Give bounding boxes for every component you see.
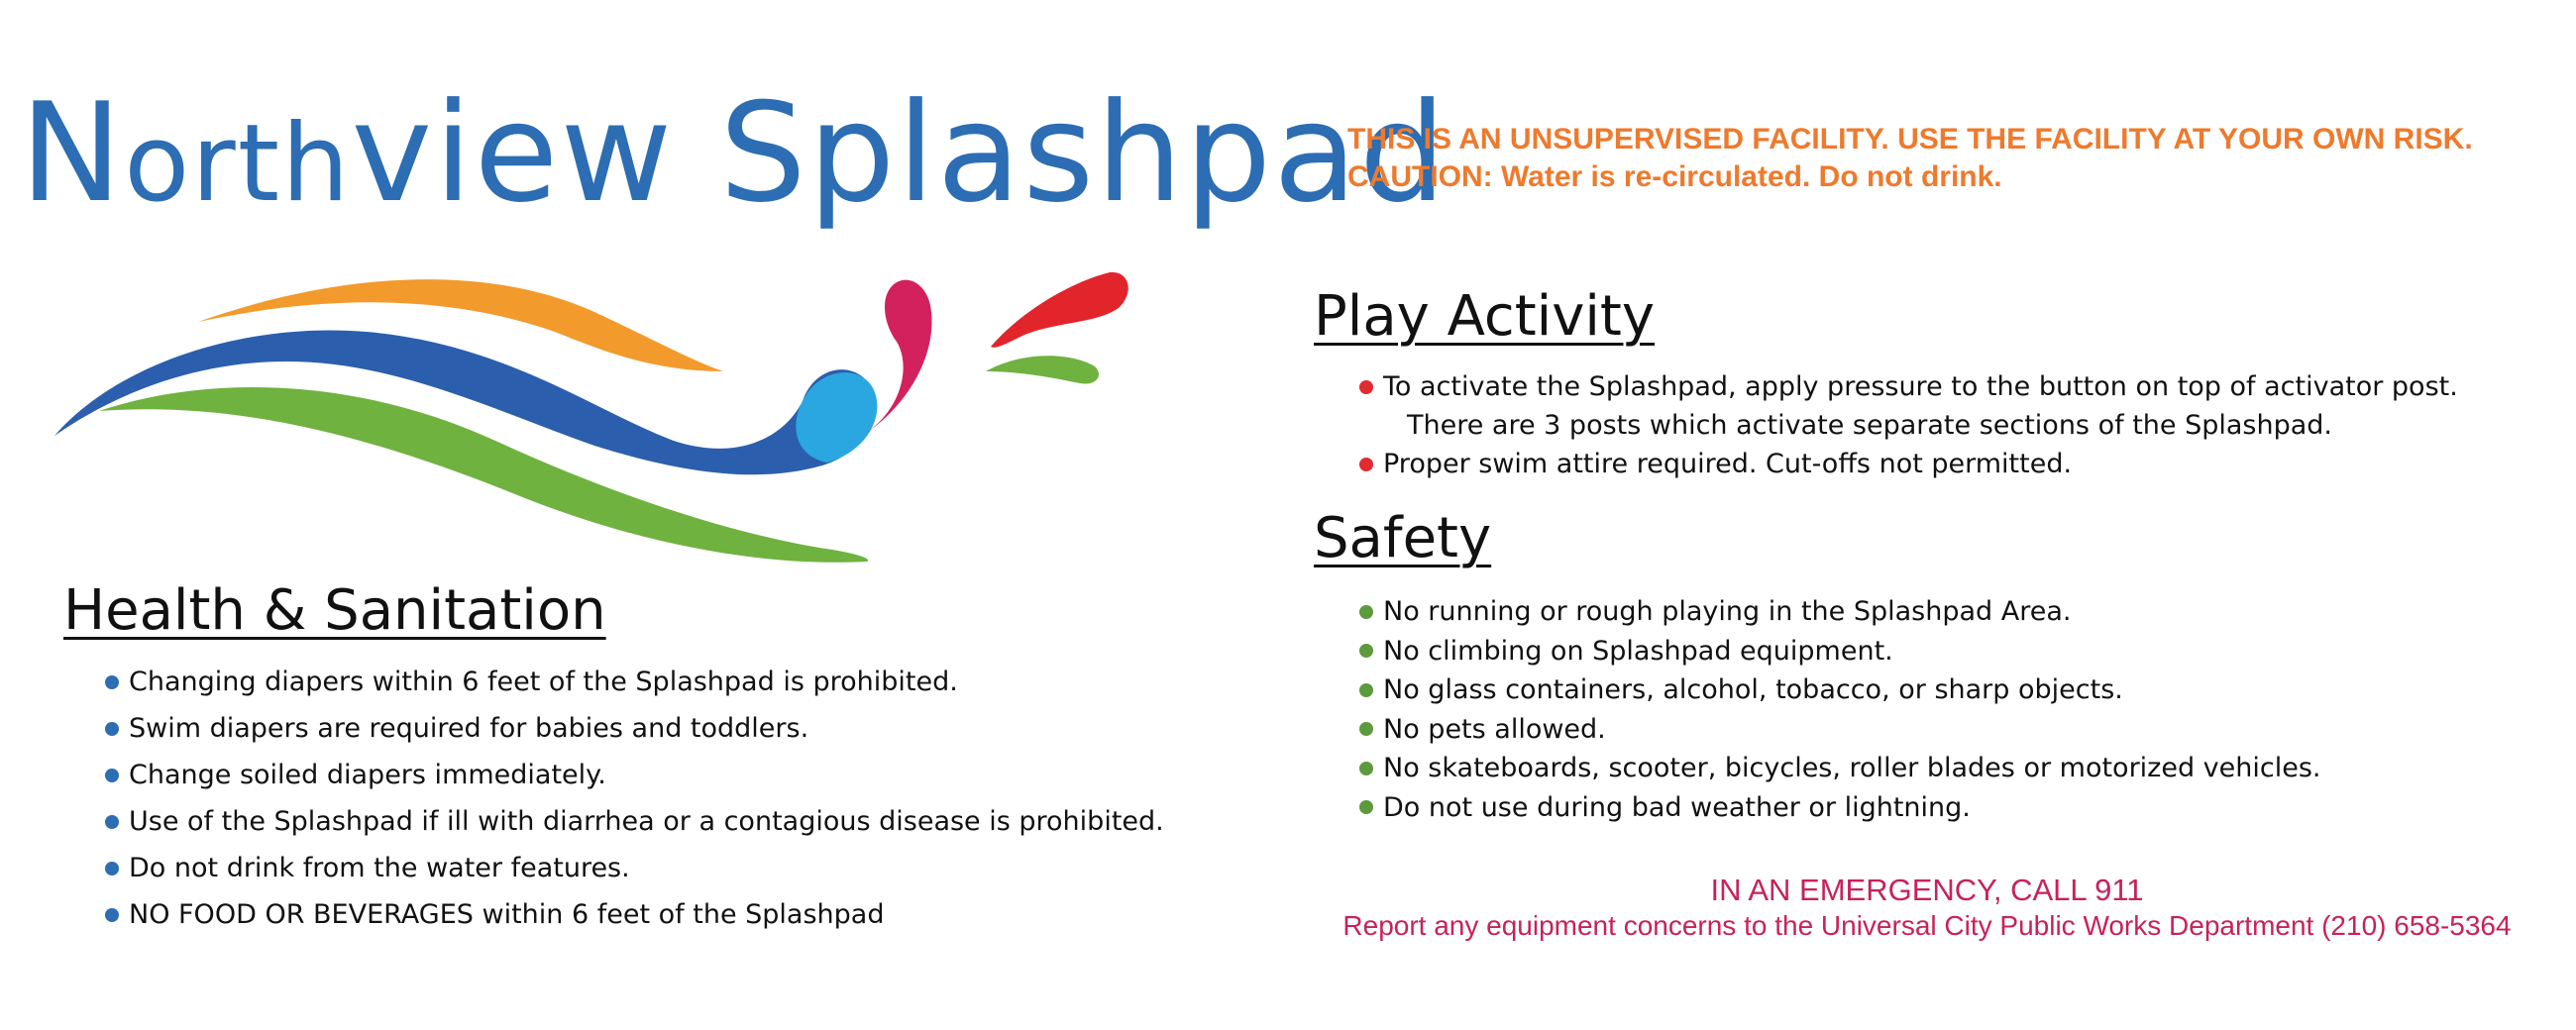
- list-item: [105, 891, 1164, 938]
- list-item-text: No pets allowed.: [1383, 713, 1606, 745]
- list-item: [105, 845, 1164, 891]
- list-item: [1359, 788, 2321, 828]
- bullet-icon: [105, 675, 119, 689]
- list-item: [1359, 632, 2321, 671]
- list-item-text: No skateboards, scooter, bicycles, roller blades or motorized vehicles.: [1383, 753, 2321, 783]
- list-item: [1359, 749, 2321, 788]
- list-item: [105, 752, 1164, 798]
- list-item: [1359, 710, 2321, 750]
- bullet-icon: [1359, 683, 1373, 697]
- play-activity-title: Play Activity: [1314, 284, 1656, 349]
- list-item: [105, 705, 1164, 752]
- green-drop: [986, 356, 1099, 383]
- list-item: [1359, 445, 2458, 483]
- bullet-icon: [105, 722, 119, 736]
- safety-title: Safety: [1314, 506, 1492, 570]
- bullet-icon: [1359, 762, 1373, 775]
- emergency-call-text: IN AN EMERGENCY, CALL 911: [1710, 873, 2144, 907]
- list-item-text: Proper swim attire required. Cut-offs not permitted.: [1383, 449, 2073, 479]
- safety-list: [1359, 592, 2321, 827]
- bullet-icon: [1359, 722, 1373, 736]
- list-item-text: Use of the Splashpad if ill with diarrhea or a contagious disease is prohibited.: [129, 806, 1164, 837]
- page-title: [20, 69, 1449, 238]
- play-activity-list: [1359, 367, 2458, 483]
- list-item-text: NO FOOD OR BEVERAGES within 6 feet of the Splashpad: [129, 899, 885, 930]
- warning-notice: [1347, 121, 2556, 196]
- health-sanitation-list: [105, 659, 1164, 938]
- bullet-icon: [105, 908, 119, 922]
- title-rest: view Splashpad: [351, 73, 1449, 233]
- bullet-icon: [1359, 605, 1373, 619]
- list-item-text: Do not use during bad weather or lightning.: [1383, 791, 1971, 823]
- bullet-icon: [105, 815, 119, 829]
- equipment-report-text: Report any equipment concerns to the Universal City Public Works Department (210) 658-5364: [1342, 910, 2512, 941]
- emergency-notice: [1288, 872, 2566, 943]
- list-item-text: Changing diapers within 6 feet of the Splashpad is prohibited.: [129, 667, 958, 697]
- title-initial: N: [20, 73, 125, 233]
- list-item-text: Do not drink from the water features.: [129, 853, 630, 883]
- green-wave: [99, 387, 868, 563]
- title-smallcaps: orth: [124, 102, 352, 226]
- list-item-text: Swim diapers are required for babies and toddlers.: [129, 713, 809, 744]
- list-item-text: Change soiled diapers immediately.: [129, 760, 606, 790]
- list-item-text: No glass containers, alcohol, tobacco, or sharp objects.: [1383, 674, 2123, 705]
- bullet-icon: [1359, 644, 1373, 658]
- list-item-text-continued: There are 3 posts which activate separate sections of the Splashpad.: [1407, 410, 2332, 441]
- list-item: [105, 798, 1164, 845]
- list-item-text: No running or rough playing in the Splashpad Area.: [1383, 596, 2072, 627]
- list-item-text: To activate the Splashpad, apply pressure to the button on top of activator post.: [1383, 371, 2458, 402]
- bullet-icon: [1359, 800, 1373, 814]
- water-splash-logo-icon: [40, 253, 1129, 589]
- list-item: [1359, 367, 2458, 445]
- bullet-icon: [105, 862, 119, 876]
- bullet-icon: [1359, 458, 1373, 471]
- bullet-icon: [105, 769, 119, 782]
- red-drop: [991, 272, 1128, 348]
- warning-line-1: THIS IS AN UNSUPERVISED FACILITY. USE THE FACILITY AT YOUR OWN RISK.: [1347, 123, 2473, 155]
- health-sanitation-title: Health & Sanitation: [63, 578, 606, 643]
- list-item: [1359, 592, 2321, 632]
- light-blue-drop: [796, 372, 877, 463]
- warning-line-2: CAUTION: Water is re-circulated. Do not drink.: [1347, 160, 2002, 193]
- bullet-icon: [1359, 380, 1373, 394]
- list-item-text: No climbing on Splashpad equipment.: [1383, 635, 1893, 667]
- list-item: [105, 659, 1164, 705]
- list-item: [1359, 670, 2321, 710]
